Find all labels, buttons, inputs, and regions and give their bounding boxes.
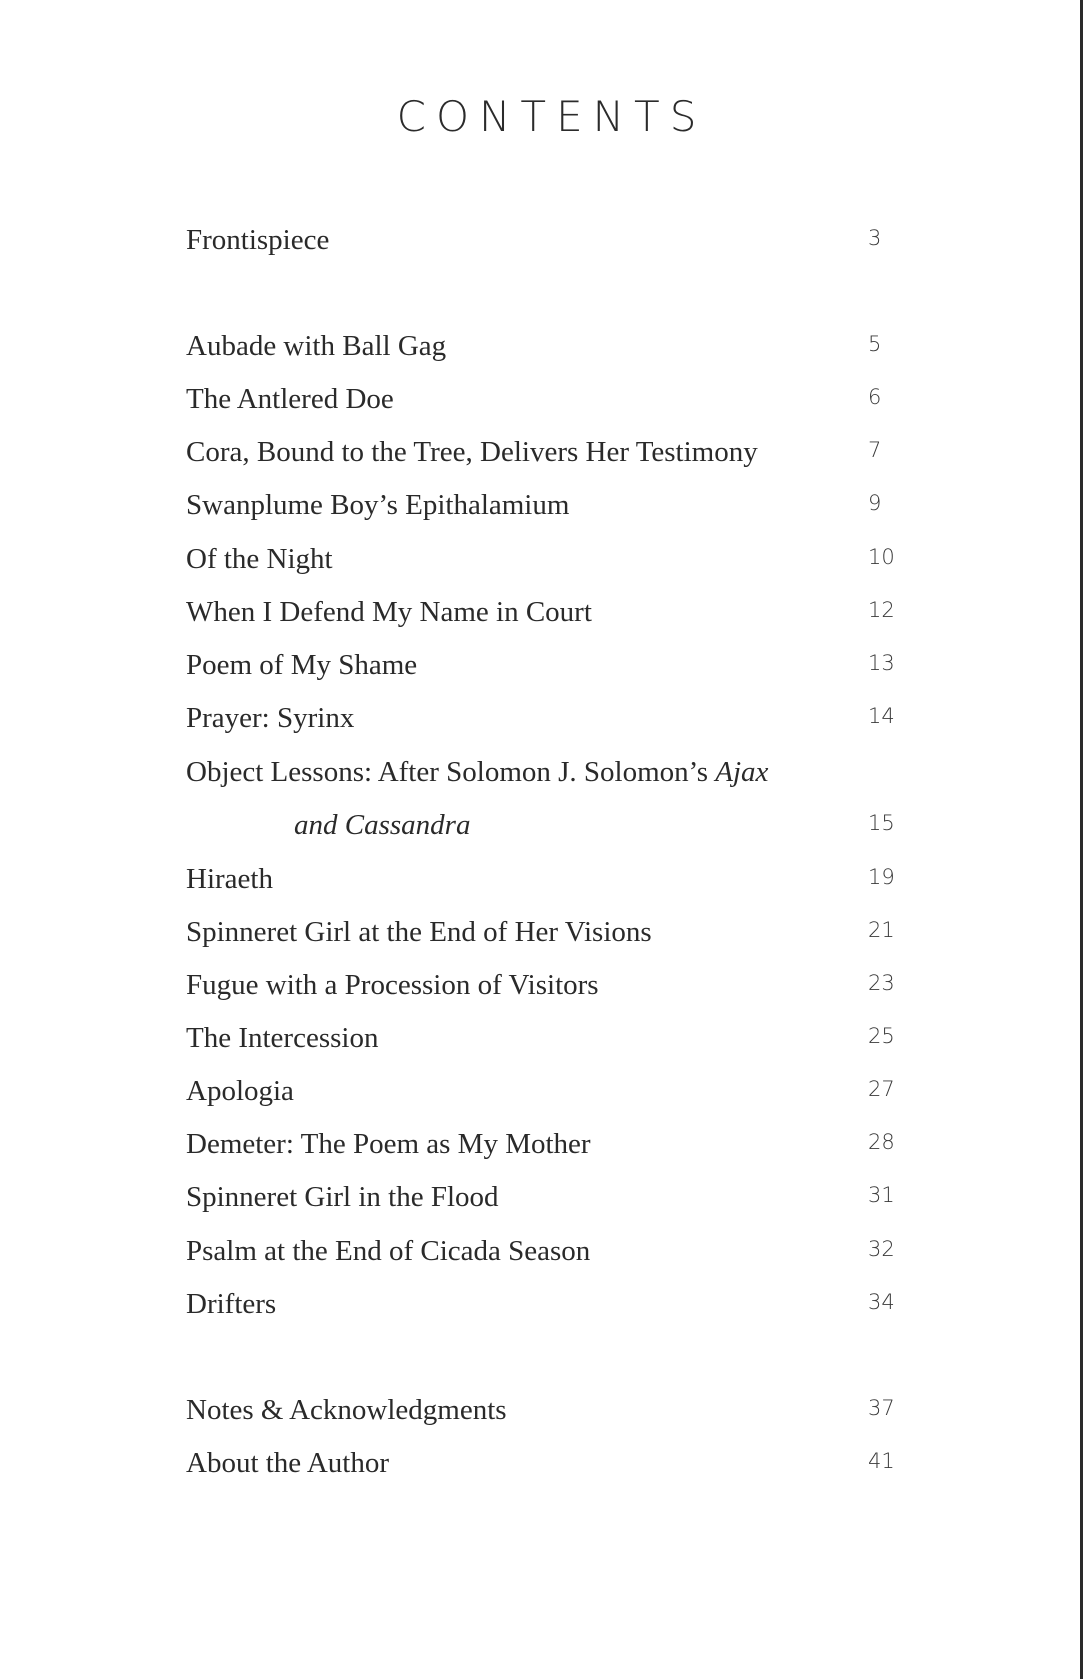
toc-entry-title: Hiraeth: [186, 863, 273, 895]
toc-entry[interactable]: [186, 539, 898, 579]
toc-entry[interactable]: [186, 432, 898, 472]
toc-entry-title: Frontispiece: [186, 224, 330, 256]
toc-entry-title: Aubade with Ball Gag: [186, 330, 447, 362]
toc-entry-title: Spinneret Girl in the Flood: [186, 1181, 499, 1213]
toc-page-number: 6: [868, 385, 882, 409]
toc-page-number: 28: [868, 1130, 895, 1154]
toc-entry[interactable]: [186, 752, 898, 792]
toc-page-number: 31: [868, 1183, 895, 1207]
toc-entry-continuation[interactable]: [186, 805, 898, 845]
toc-page-number: 13: [868, 651, 895, 675]
toc-page-number: 37: [868, 1396, 895, 1420]
toc-entry-title: Poem of My Shame: [186, 649, 418, 681]
toc-page-number: 32: [868, 1237, 895, 1261]
toc-page-number: 19: [868, 865, 895, 889]
toc-entry-title: About the Author: [186, 1447, 389, 1479]
toc-page-number: 23: [868, 971, 895, 995]
toc-entry[interactable]: [186, 912, 898, 952]
toc-page-number: 12: [868, 598, 895, 622]
toc-page-number: 27: [868, 1077, 895, 1101]
toc-entry[interactable]: [186, 379, 898, 419]
toc-entry[interactable]: [186, 1018, 898, 1058]
toc-entry[interactable]: [186, 1390, 898, 1430]
toc-page-number: 14: [868, 704, 895, 728]
toc-entry-title: Demeter: The Poem as My Mother: [186, 1128, 591, 1160]
toc-entry-title: The Intercession: [186, 1022, 379, 1054]
toc-entry-title: Swanplume Boy’s Epithalamium: [186, 489, 570, 521]
toc-entry-title: Fugue with a Procession of Visitors: [186, 969, 599, 1001]
toc-page-number: 21: [868, 918, 895, 942]
toc-entry[interactable]: [186, 1177, 898, 1217]
page-title: CONTENTS: [396, 92, 707, 141]
toc-entry[interactable]: [186, 1124, 898, 1164]
toc-entry-title: Psalm at the End of Cicada Season: [186, 1235, 591, 1267]
toc-entry-title: Spinneret Girl at the End of Her Visions: [186, 916, 652, 948]
toc-entry-title: Apologia: [186, 1075, 294, 1107]
toc-entry[interactable]: [186, 1284, 898, 1324]
toc-entry-title: Drifters: [186, 1288, 277, 1320]
toc-entry-title-text: Object Lessons: After Solomon J. Solomon’s: [186, 756, 708, 788]
toc-page-number: 5: [868, 332, 882, 356]
toc-entry[interactable]: [186, 965, 898, 1005]
toc-entry[interactable]: [186, 859, 898, 899]
toc-entry[interactable]: [186, 1231, 898, 1271]
toc-entry-title: Of the Night: [186, 543, 333, 575]
toc-entry-title-italic: Ajax: [715, 756, 769, 788]
toc-entry[interactable]: [186, 485, 898, 525]
toc-entry-title: Prayer: Syrinx: [186, 702, 355, 734]
toc-entry-title: [186, 752, 768, 792]
toc-entry[interactable]: [186, 1071, 898, 1111]
toc-page-number: 10: [868, 545, 895, 569]
toc-entry[interactable]: [186, 220, 898, 260]
toc-entry[interactable]: [186, 326, 898, 366]
toc-entry[interactable]: [186, 698, 898, 738]
toc-entry-title: Notes & Acknowledgments: [186, 1394, 507, 1426]
toc-entry-title: Cora, Bound to the Tree, Delivers Her Testimony: [186, 436, 758, 468]
toc-entry[interactable]: [186, 645, 898, 685]
toc-entry[interactable]: [186, 1443, 898, 1483]
toc-page-number: 34: [868, 1290, 895, 1314]
toc-page-number: 3: [868, 226, 882, 250]
toc-page-number: 9: [868, 491, 882, 515]
toc-page-number: 7: [868, 438, 882, 462]
toc-entry-title-continuation: and Cassandra: [294, 809, 471, 841]
toc-page-number: 25: [868, 1024, 895, 1048]
toc-entry-title: The Antlered Doe: [186, 383, 394, 415]
toc-page-number: 41: [868, 1449, 895, 1473]
toc-entry-title: When I Defend My Name in Court: [186, 596, 592, 628]
toc-entry[interactable]: [186, 592, 898, 632]
toc-page-number: 15: [868, 811, 895, 835]
